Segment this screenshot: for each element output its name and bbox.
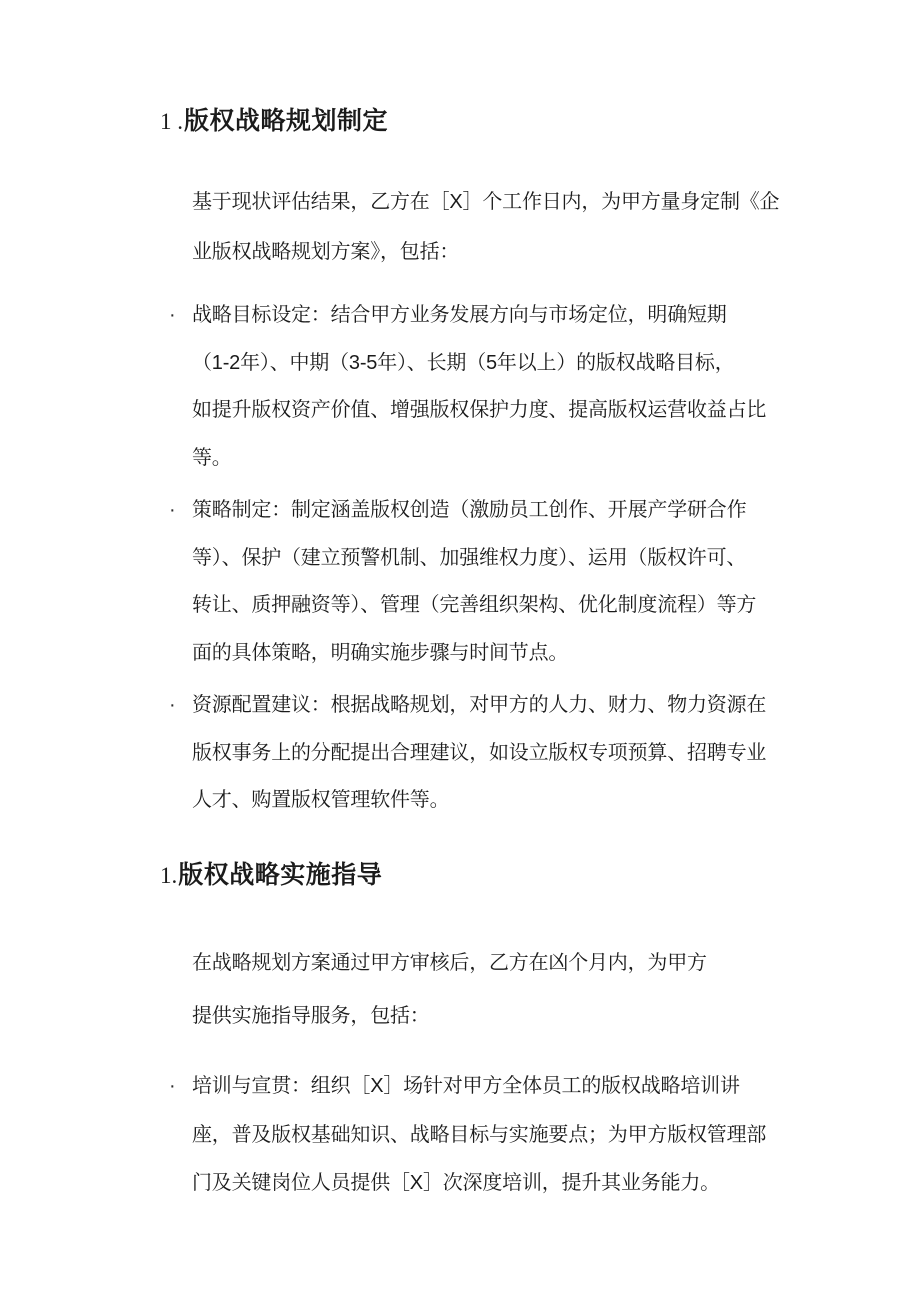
bullet-line: 培训与宣贯：组织［X］场针对甲方全体员工的版权战略培训讲 [192, 1075, 740, 1097]
bullet-item [169, 682, 812, 825]
section-2-heading-title: 版权战略实施指导 [178, 861, 383, 889]
section-2-bullet-list [169, 1062, 812, 1208]
bullet-item [169, 292, 812, 482]
section-1-heading-number: 1 . [160, 109, 183, 134]
bullet-marker: · [169, 694, 176, 716]
section-2-heading [160, 858, 382, 893]
bullet-line: 等）、保护（建立预警机制、加强维权力度）、运用（版权许可、 [192, 546, 747, 569]
bullet-item [169, 1062, 812, 1208]
bullet-marker: · [169, 1075, 176, 1097]
bullet-line: （1-2年）、中期（3-5年）、长期（5年以上）的版权战略目标， [192, 351, 735, 374]
section-2-intro-paragraph [192, 937, 812, 1043]
paragraph-line: 基于现状评估结果，乙方在［X］个工作日内，为甲方量身定制《企 [192, 191, 780, 213]
paragraph-line: 在战略规划方案通过甲方审核后，乙方在凶个月内，为甲方 [192, 952, 707, 974]
bullet-line: 资源配置建议：根据战略规划，对甲方的人力、财力、物力资源在 [192, 694, 767, 716]
section-1-intro-paragraph [192, 177, 812, 277]
section-1-heading-title: 版权战略规划制定 [184, 107, 389, 135]
bullet-line: 版权事务上的分配提出合理建议，如设立版权专项预算、招聘专业 [192, 741, 767, 764]
section-1-heading [160, 104, 388, 139]
bullet-item [169, 487, 812, 677]
paragraph-line: 提供实施指导服务，包括： [192, 1005, 430, 1027]
bullet-marker: · [169, 499, 176, 521]
bullet-line: 如提升版权资产价值、增强版权保护力度、提高版权运营收益占比 [192, 399, 767, 421]
bullet-line: 策略制定：制定涵盖版权创造（激励员工创作、开展产学研合作 [192, 499, 747, 521]
bullet-line: 等。 [192, 446, 232, 469]
section-1-bullet-list [169, 292, 812, 825]
bullet-line: 战略目标设定：结合甲方业务发展方向与市场定位，明确短期 [192, 304, 727, 326]
bullet-line: 转让、质押融资等）、管理（完善组织架构、优化制度流程）等方 [192, 594, 757, 616]
paragraph-line: 业版权战略规划方案》，包括： [192, 241, 460, 263]
bullet-line: 人才、购置版权管理软件等。 [192, 789, 450, 811]
bullet-line: 座，普及版权基础知识、战略目标与实施要点；为甲方版权管理部 [192, 1123, 767, 1146]
bullet-line: 门及关键岗位人员提供［X］次深度培训，提升其业务能力。 [192, 1172, 720, 1194]
bullet-marker: · [169, 304, 176, 326]
section-2-heading-number: 1. [160, 863, 178, 888]
bullet-line: 面的具体策略，明确实施步骤与时间节点。 [192, 641, 569, 664]
